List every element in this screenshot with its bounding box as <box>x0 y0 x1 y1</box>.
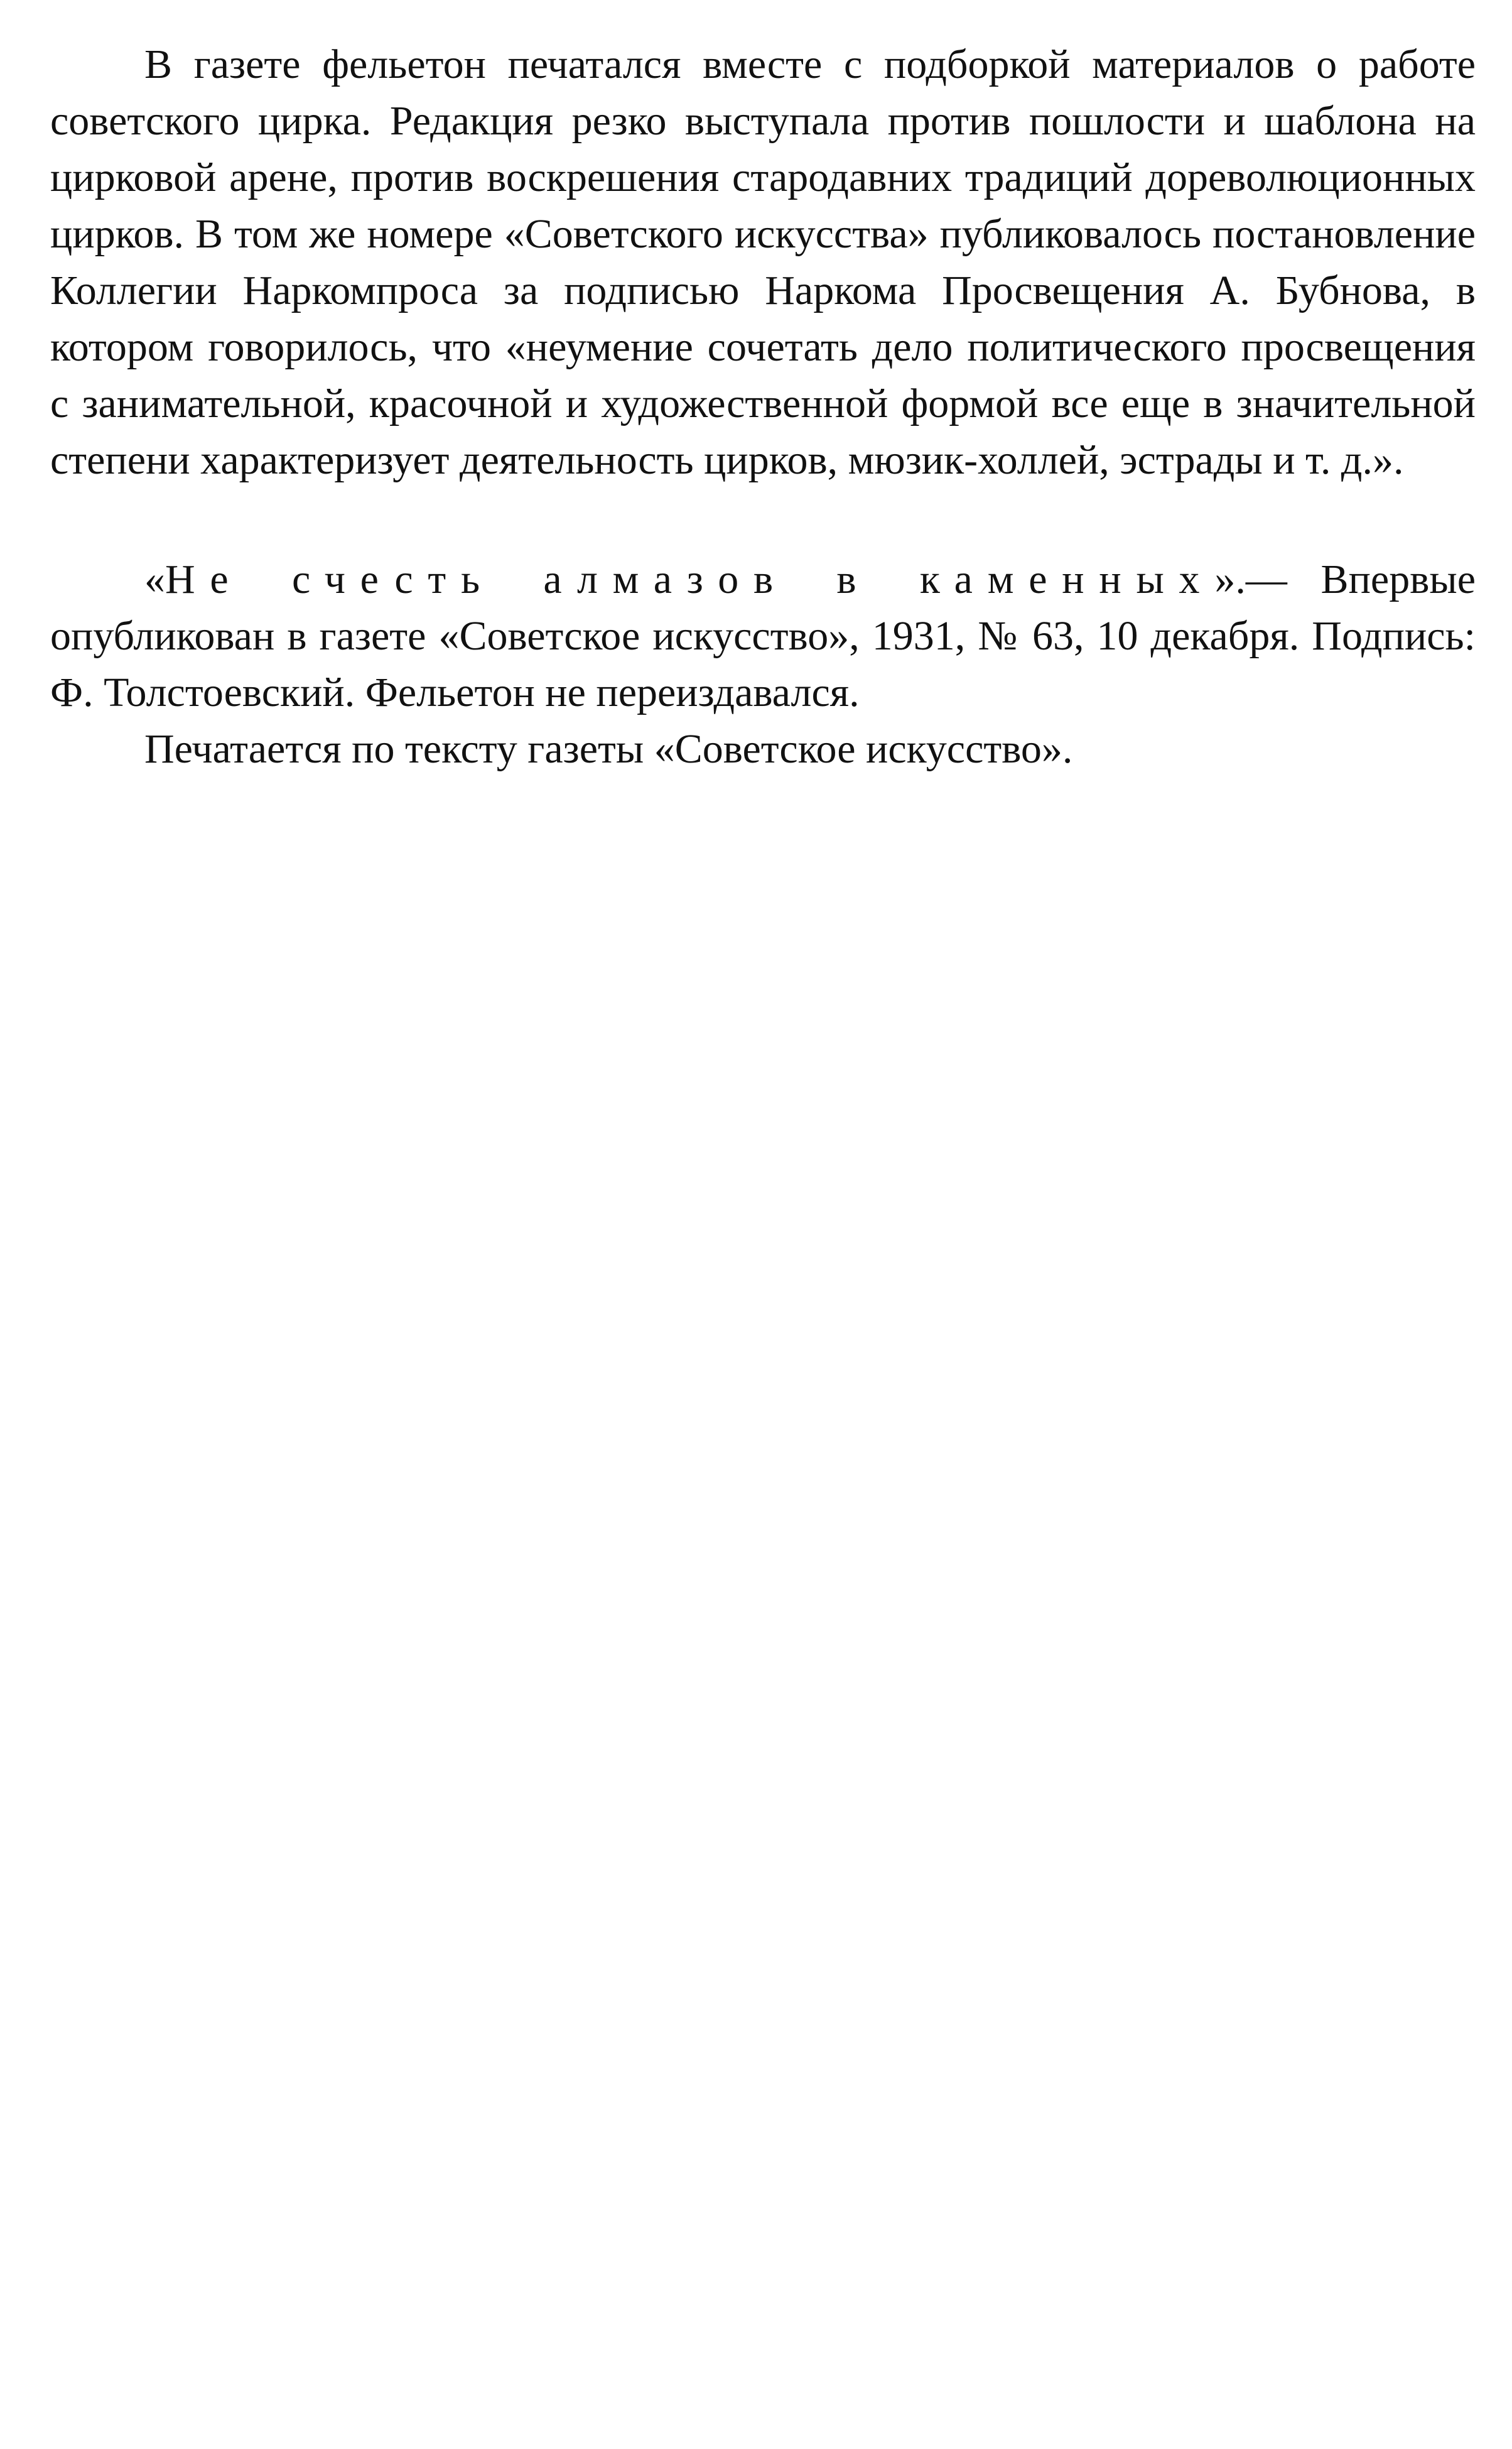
publication-note <box>50 551 1476 721</box>
quote-close: ». <box>1214 557 1246 602</box>
commentary-paragraph: В газете фельетон печатался вместе с подборкой материалов о работе советского цирка. Редакция резко выступала против пошлости и шаблона на цирковой арене, против воскрешения стародавних традиций дореволюционных цирков. В том же номере «Советского искусства» публиковалось постановление Коллегии Наркомпроса за подписью Наркома Просвещения А. Бубнова, в котором говорилось, что «неумение сочетать дело политического просвещения с занимательной, красочной и художественной формой все еще в значительной степени характеризует деятельность цирков, мюзик-холлей, эстрады и т. д.». <box>50 41 1476 483</box>
publication-details: — Впервые опубликован в газете «Советское искусство», 1931, № 63, 10 декабря. Подпись: Ф. Толстоевский. Фельетон не переиздавался. <box>50 557 1476 715</box>
source-note: Печатается по тексту газеты «Советское искусство». <box>144 726 1073 772</box>
document-page <box>50 36 1476 778</box>
quote-open: « <box>144 557 165 602</box>
feuilleton-title: Не счесть алмазов в каменных <box>165 557 1215 602</box>
section-gap <box>50 489 1476 551</box>
